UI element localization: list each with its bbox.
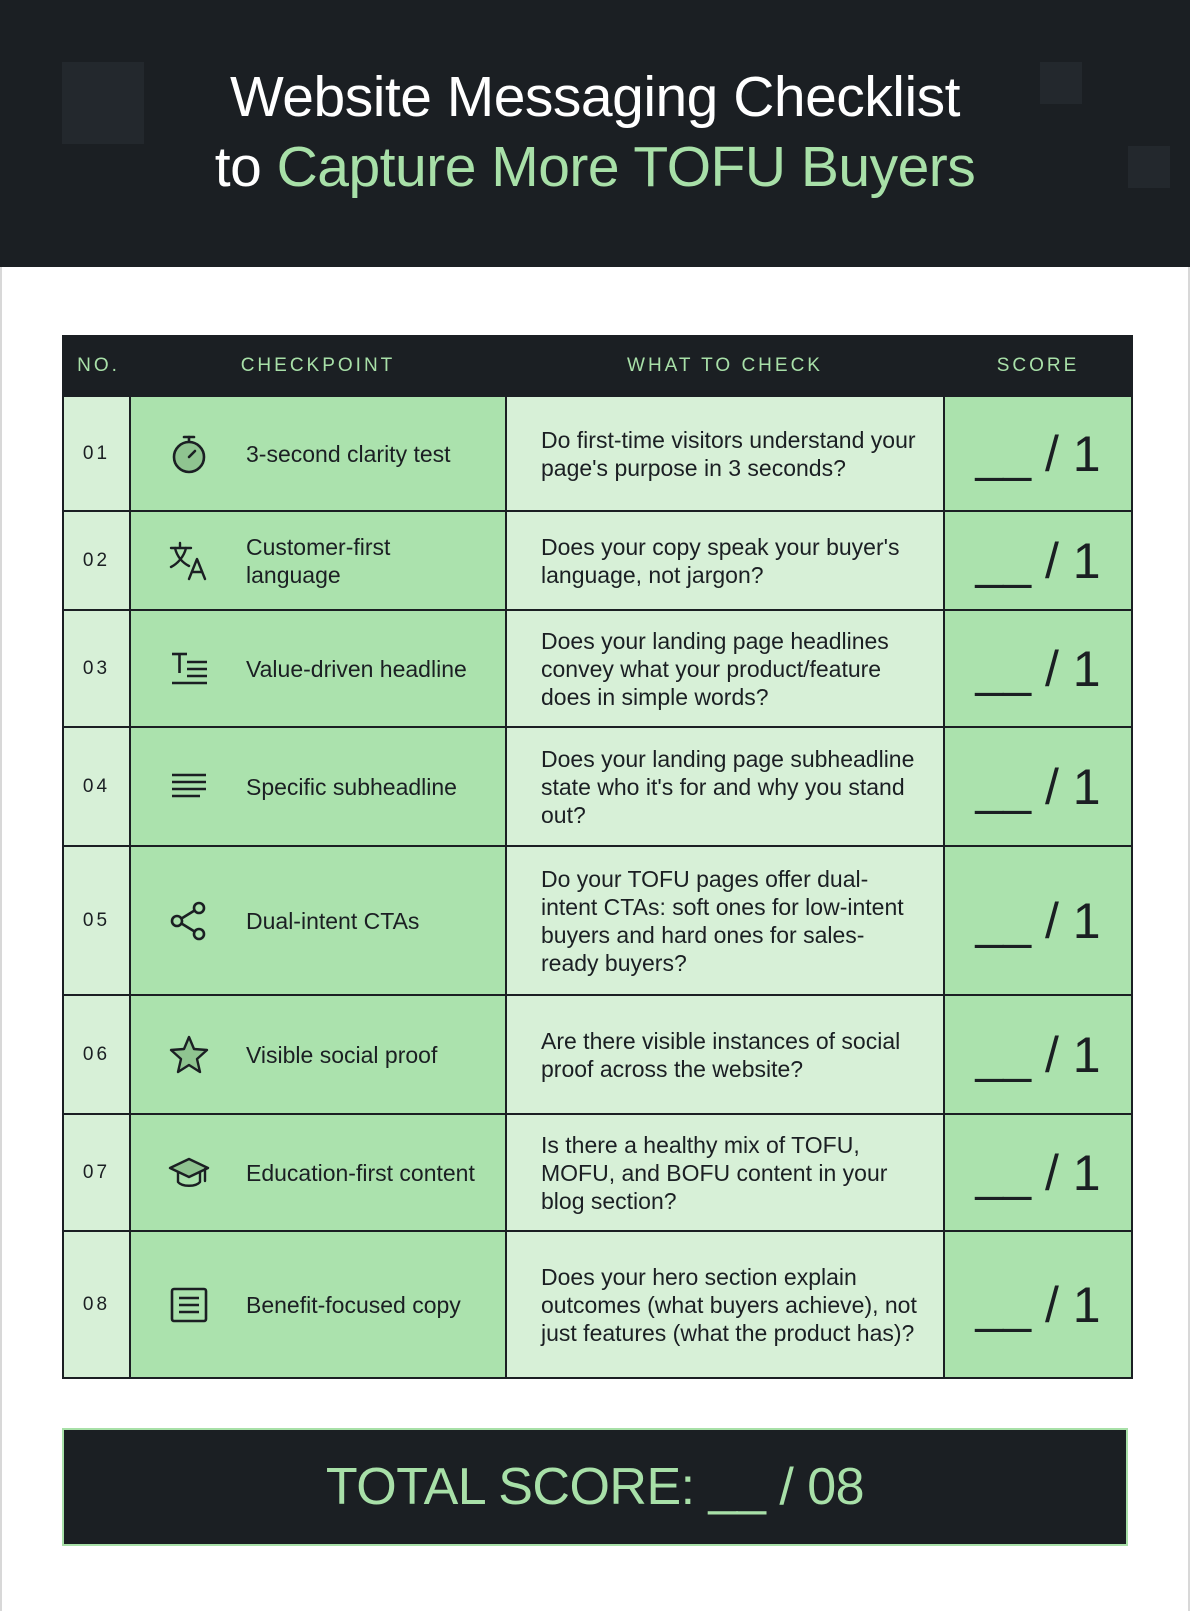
table-row xyxy=(63,1114,1132,1231)
share-icon xyxy=(131,899,246,943)
graduation-cap-icon xyxy=(131,1151,246,1195)
score-cell[interactable]: __ / 1 xyxy=(944,610,1132,727)
checkpoint-label: Education-first content xyxy=(246,1159,475,1186)
what-to-check-cell: Is there a healthy mix of TOFU, MOFU, and BOFU content in your blog section? xyxy=(506,1114,944,1231)
page-title xyxy=(0,62,1190,202)
table-row xyxy=(63,511,1132,610)
score-cell[interactable]: __ / 1 xyxy=(944,727,1132,846)
checklist-table xyxy=(62,335,1133,1379)
total-score-box xyxy=(62,1428,1128,1546)
row-number: 03 xyxy=(63,610,130,727)
what-to-check-cell: Do first-time visitors understand your page's purpose in 3 seconds? xyxy=(506,396,944,511)
checkpoint-label: Specific subheadline xyxy=(246,773,457,800)
checkpoint-label: Value-driven headline xyxy=(246,655,467,682)
what-to-check-cell: Do your TOFU pages offer dual-intent CTAs: soft ones for low-intent buyers and hard ones for sales-ready buyers? xyxy=(506,846,944,995)
title-line-2-prefix: to xyxy=(214,135,277,199)
column-header-score: SCORE xyxy=(944,336,1132,396)
total-score-label: TOTAL SCORE: __ / 08 xyxy=(325,1458,865,1516)
column-header-checkpoint: CHECKPOINT xyxy=(130,336,506,396)
table-row xyxy=(63,396,1132,511)
title-line-1: Website Messaging Checklist xyxy=(230,65,960,129)
column-header-what-to-check: WHAT TO CHECK xyxy=(506,336,944,396)
row-number: 08 xyxy=(63,1231,130,1378)
checkpoint-label: Benefit-focused copy xyxy=(246,1291,461,1318)
score-cell[interactable]: __ / 1 xyxy=(944,995,1132,1114)
translate-icon xyxy=(131,539,246,583)
subheadline-lines-icon xyxy=(131,765,246,809)
score-cell[interactable]: __ / 1 xyxy=(944,511,1132,610)
row-number: 06 xyxy=(63,995,130,1114)
table-header-row xyxy=(63,336,1132,396)
checkpoint-label: Customer-first language xyxy=(246,533,391,588)
table-row xyxy=(63,1231,1132,1378)
checkpoint-label: Visible social proof xyxy=(246,1041,438,1068)
score-cell[interactable]: __ / 1 xyxy=(944,846,1132,995)
score-cell[interactable]: __ / 1 xyxy=(944,1114,1132,1231)
checkpoint-cell xyxy=(130,727,506,846)
checkpoint-label: Dual-intent CTAs xyxy=(246,907,420,934)
what-to-check-cell: Does your landing page subheadline state who it's for and why you stand out? xyxy=(506,727,944,846)
score-cell[interactable]: __ / 1 xyxy=(944,396,1132,511)
checkpoint-cell xyxy=(130,610,506,727)
checkpoint-cell xyxy=(130,511,506,610)
headline-text-icon xyxy=(131,647,246,691)
checkpoint-cell xyxy=(130,1114,506,1231)
table-row xyxy=(63,846,1132,995)
table-row xyxy=(63,995,1132,1114)
row-number: 05 xyxy=(63,846,130,995)
star-icon xyxy=(131,1033,246,1077)
checkpoint-label: 3-second clarity test xyxy=(246,440,451,467)
row-number: 04 xyxy=(63,727,130,846)
column-header-no: NO. xyxy=(63,336,130,396)
checkpoint-cell xyxy=(130,1231,506,1378)
title-line-2 xyxy=(0,132,1190,202)
checkpoint-cell xyxy=(130,846,506,995)
what-to-check-cell: Are there visible instances of social proof across the website? xyxy=(506,995,944,1114)
row-number: 01 xyxy=(63,396,130,511)
stopwatch-icon xyxy=(131,432,246,476)
page-border-left xyxy=(0,267,2,1611)
checkpoint-cell xyxy=(130,995,506,1114)
title-line-2-accent: Capture More TOFU Buyers xyxy=(276,135,976,199)
score-cell[interactable]: __ / 1 xyxy=(944,1231,1132,1378)
header-banner xyxy=(0,0,1190,267)
row-number: 02 xyxy=(63,511,130,610)
article-icon xyxy=(131,1283,246,1327)
what-to-check-cell: Does your copy speak your buyer's language, not jargon? xyxy=(506,511,944,610)
table-row xyxy=(63,610,1132,727)
table-row xyxy=(63,727,1132,846)
what-to-check-cell: Does your landing page headlines convey what your product/feature does in simple words? xyxy=(506,610,944,727)
row-number: 07 xyxy=(63,1114,130,1231)
checkpoint-cell xyxy=(130,396,506,511)
what-to-check-cell: Does your hero section explain outcomes (what buyers achieve), not just features (what the product has)? xyxy=(506,1231,944,1378)
